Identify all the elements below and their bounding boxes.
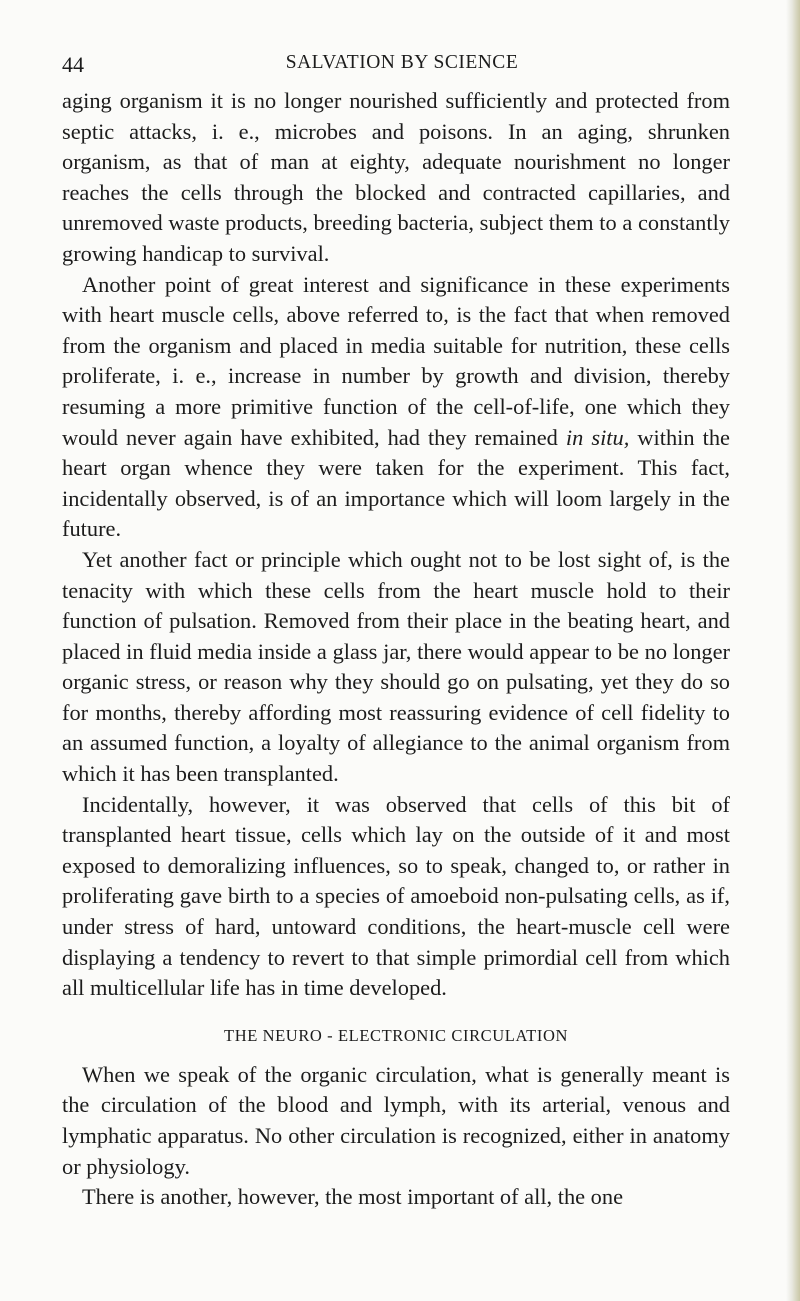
paragraph-6: There is another, however, the most important of all, the one (82, 1184, 624, 1210)
paragraph-1: aging organism it is no longer nourished sufficiently and protected from septic attacks, i. e., microbes and poisons. In an aging, shrunken organism, as that of man at eighty, adequate nourishment no longer reaches the cells through the blocked and contracted capillaries, and unremoved waste products, breeding bacteria, subject them to a constantly growing handicap to survival. (62, 88, 730, 266)
page-header (62, 52, 730, 86)
book-page (62, 52, 730, 1213)
section-heading: THE NEURO - ELECTRONIC CIRCULATION (224, 1025, 568, 1045)
paragraph-2-text-b: within the heart organ whence they were taken for the experiment. This fact, incidentally observed, is of an importance which will loom largely in the future. (62, 424, 730, 542)
page-edge-shadow (786, 0, 800, 1301)
body-text (62, 86, 730, 1213)
page-number: 44 (62, 52, 84, 77)
paragraph-2 (62, 270, 730, 545)
running-head: SALVATION BY SCIENCE (285, 52, 519, 73)
paragraph-2-text-a: Another point of great interest and significance in these experiments with heart muscle cells, above referred to, is the fact that when removed from the organism and placed in media suitable for nutrition, these cells proliferate, i. e., increase in number by growth and division, thereby resuming a more primitive function of the cell-of-life, one which they would never again have exhibited, had they remained (62, 271, 730, 450)
paragraph-2-italic: in situ, (565, 424, 630, 450)
paragraph-5: When we speak of the organic circulation, what is generally meant is the circulation of the blood and lymph, with its arterial, venous and lymphatic apparatus. No other circulation is recognized, either in anatomy or physiology. (62, 1061, 730, 1179)
paragraph-4: Incidentally, however, it was observed that cells of this bit of transplanted heart tissue, cells which lay on the outside of it and most exposed to demoralizing influences, so to speak, changed to, or rather in proliferating gave birth to a species of amoeboid non-pulsating cells, as if, under stress of hard, untoward conditions, the heart-muscle cell were displaying a tendency to revert to that simple primordial cell from which all multicellular life has in time developed. (62, 791, 730, 1001)
paragraph-3: Yet another fact or principle which ought not to be lost sight of, is the tenacity with which these cells from the heart muscle hold to their function of pulsation. Removed from their place in the beating heart, and placed in fluid media inside a glass jar, there would appear to be no longer organic stress, or reason why they should go on pulsating, yet they do so for months, thereby affording most reassuring evidence of cell fidelity to an assumed function, a loyalty of allegiance to the animal organism from which it has been transplanted. (62, 546, 730, 787)
